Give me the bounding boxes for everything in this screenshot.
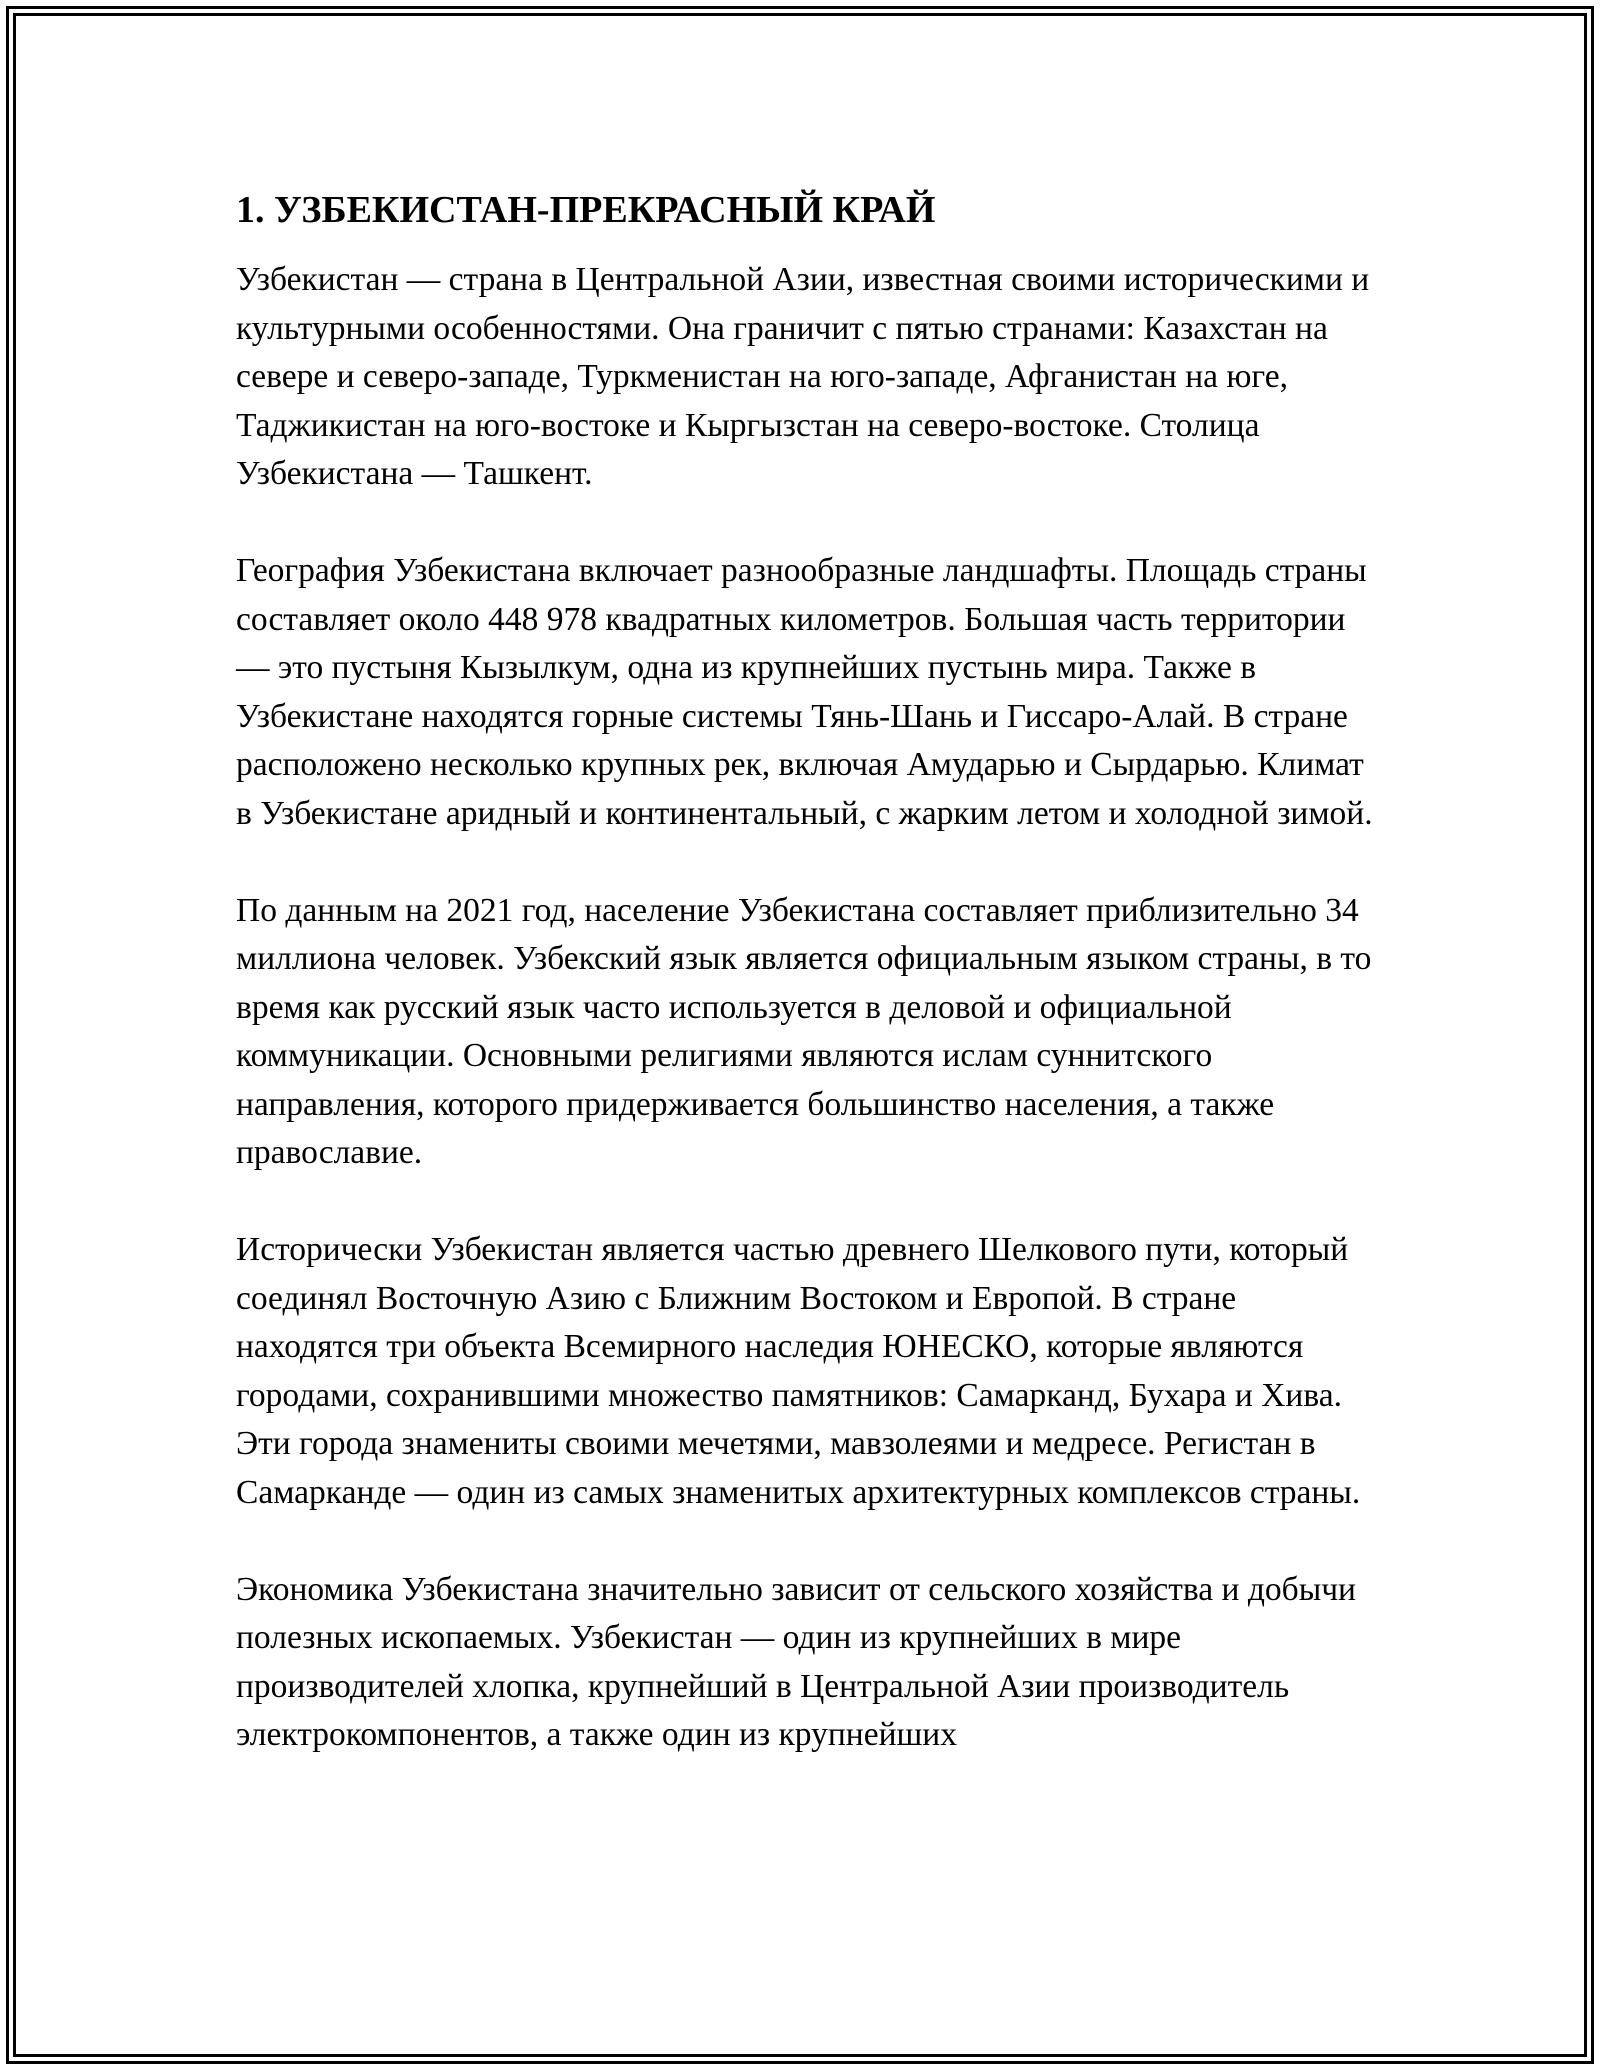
document-title: 1. УЗБЕКИСТАН-ПРЕКРАСНЫЙ КРАЙ bbox=[236, 189, 936, 231]
paragraph-history: Исторически Узбекистан является частью древнего Шелкового пути, который соединял Восточную Азию с Ближним Востоком и Европой. В стране находятся три объекта Всемирного наследия ЮНЕСКО, которые являются городами, сохранившими множество памятников: Самарканд, Бухара и Хива. Эти города знамениты своими мечетями, мавзолеями и медресе. Регистан в Самарканде — один из самых знаменитых архитектурных комплексов страны. bbox=[236, 1231, 1361, 1511]
paragraph-economy: Экономика Узбекистана значительно зависит от сельского хозяйства и добычи полезных ископаемых. Узбекистан — один из крупнейших в мире производителей хлопка, крупнейший в Центральной Азии производитель электрокомпонентов, а также один из крупнейших bbox=[236, 1570, 1356, 1753]
document-body bbox=[236, 186, 1376, 1808]
paragraph-geography: География Узбекистана включает разнообразные ландшафты. Площадь страны составляет около 448 978 квадратных километров. Большая часть территории — это пустыня Кызылкум, одна из крупнейших пустынь мира. Также в Узбекистане находятся горные системы Тянь-Шань и Гиссаро-Алай. В стране расположено несколько крупных рек, включая Амударью и Сырдарью. Климат в Узбекистане аридный и континентальный, с жарким летом и холодной зимой. bbox=[236, 552, 1373, 832]
paragraph-overview: Узбекистан — страна в Центральной Азии, известная своими историческими и культурными особенностями. Она граничит с пятью странами: Казахстан на севере и северо-западе, Туркменистан на юго-западе, Афганистан на юге, Таджикистан на юго-востоке и Кыргызстан на северо-востоке. Столица Узбекистана — Ташкент. bbox=[236, 261, 1370, 492]
paragraph-population: По данным на 2021 год, население Узбекистана составляет приблизительно 34 миллиона человек. Узбекский язык является официальным языком страны, в то время как русский язык часто используется в деловой и официальной коммуникации. Основными религиями являются ислам суннитского направления, которого придерживается большинство населения, а также православие. bbox=[236, 891, 1372, 1171]
